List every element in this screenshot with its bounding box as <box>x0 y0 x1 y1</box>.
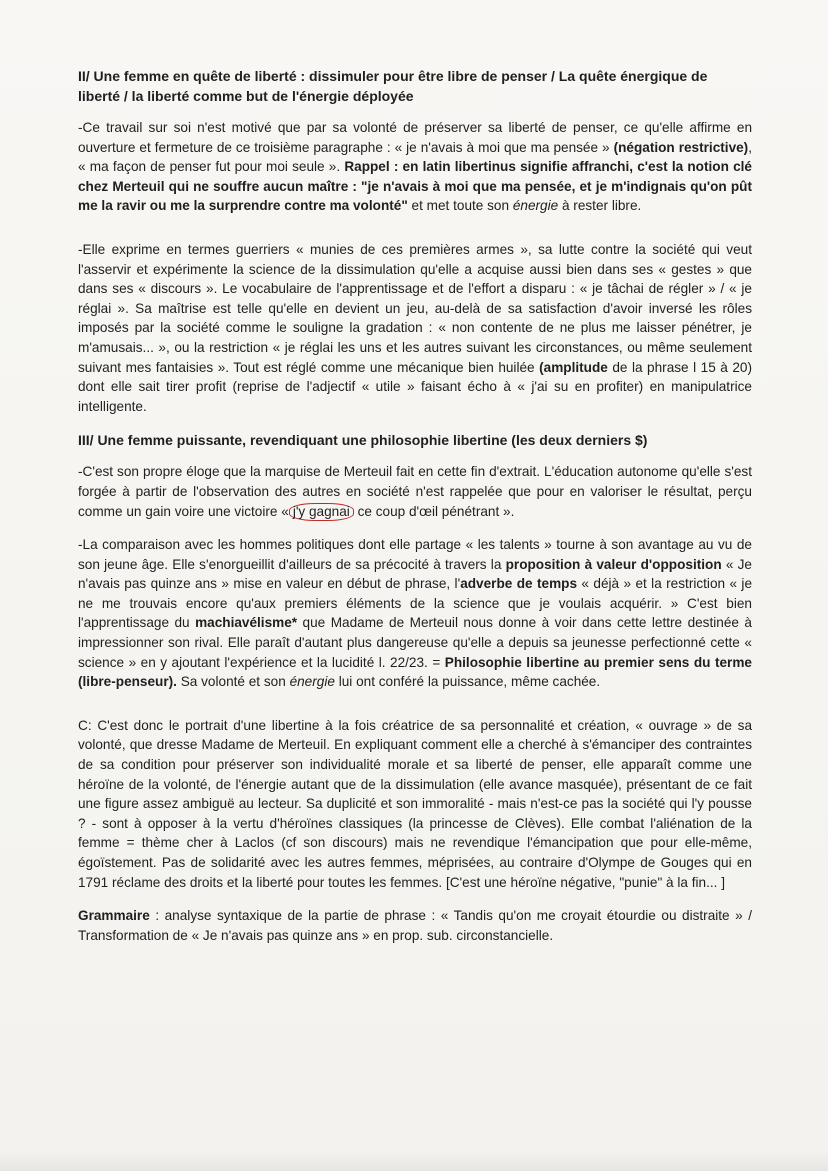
text: « déjà » et la restriction « je ne me trouvais encore qu'aux premiers éléments de la science que je voulais acquérir. » C'est bien l'apprentissage du <box>78 576 753 631</box>
section-3-title: III/ Une femme puissante, revendiquant une philosophie libertine (les deux derniers $) <box>78 432 648 449</box>
text: -C'est son propre éloge que la marquise de Merteuil fait en cette fin d'extrait. L'éducation autonome qu'elle s'est forgée à partir de l'observation des autres en société n'est rappelée que pour en valoriser le résultat, perçu comme un gain voire une victoire « <box>78 464 752 519</box>
text: lui ont conféré la puissance, même cachée. <box>334 674 601 690</box>
text: , « ma façon de penser fut pour moi seule ». <box>78 139 752 175</box>
bold-text: (amplitude <box>539 359 608 375</box>
section-2-paragraph-1 <box>78 118 752 216</box>
text: -Elle exprime en termes guerriers « munies de ces premières armes », sa lutte contre la société qui veut l'asservir et expérimente la science de la dissimulation qu'elle a acquise aussi bien dans ses « gestes » que dans ses « discours ». Le vocabulaire de l'apprentissage et de l'effort a disparu : « je tâchai de régler » / « je réglai ». Sa maîtrise est telle qu'elle en devient un jeu, au-delà de sa satisfaction d'avoir inversé les rôles imposés par la société comme le souligne la gradation : « non contente de ne plus me laisser pénétrer, je m'amusais... », ou la restriction « je réglai les uns et les autres suivant les circonstances, ou même seulement suivant mes fantaisies ». Tout est réglé comme une mécanique bien huilée <box>78 241 752 375</box>
bold-text: (négation restrictive) <box>613 139 749 155</box>
text: et met toute son <box>407 198 513 214</box>
italic-text: énergie <box>512 198 559 214</box>
grammar-label: Grammaire <box>78 908 150 924</box>
section-2-paragraph-2 <box>78 240 752 416</box>
circled-annotation: j'y gagnai <box>289 503 354 521</box>
text: que Madame de Merteuil nous donne à voir dans cette lettre destinée à impressionner son rival. Elle paraît d'autant plus dangereuse qu'elle a depuis sa jeunesse perfectionné cette « science » en y ajoutant l'expérience et la lucidité l. 22/23. = <box>78 615 752 670</box>
section-3-paragraph-1 <box>78 462 752 521</box>
text: Sa volonté et son <box>176 674 290 690</box>
text: « Je n'avais pas quinze ans » mise en valeur en début de phrase, l' <box>78 556 752 592</box>
text: de la phrase l 15 à 20) dont elle sait tirer profit (reprise de l'adjectif « utile » faisant écho à « j'ai su en profiter) en manipulatrice intelligente. <box>78 359 752 414</box>
section-3-paragraph-2 <box>78 535 752 692</box>
text: ce coup d'œil pénétrant ». <box>353 503 515 519</box>
bold-text: adverbe de temps <box>460 576 578 592</box>
conclusion-paragraph: C: C'est donc le portrait d'une libertine à la fois créatrice de sa personnalité et création, « ouvrage » de sa volonté, que dresse Madame de Merteuil. En expliquant comment elle a cherché à s'émanciper des contraintes de sa condition pour préserver son individualité morale et sa liberté de penser, elle apparaît comme une héroïne de la volonté, de l'énergie autant que de la dissimulation (elle avance masquée), présentant de ce fait une figure assez ambiguë au lecteur. Sa duplicité et son immoralité - mais n'est-ce pas la société qui l'y pousse ? - sont à opposer à la vertu d'héroïnes classiques (la princesse de Clèves). Elle combat l'aliénation de la femme = thème cher à Laclos (cf son discours) mais ne revendique l'émancipation que pour elle-même, égoïstement. Pas de solidarité avec les autres femmes, méprisées, au contraire d'Olympe de Gouges qui en 1791 réclame des droits et la liberté pour toutes les femmes. [C'est une héroïne négative, "punie" à la fin... ] <box>78 717 752 890</box>
italic-text: énergie <box>289 674 335 690</box>
bold-text: Rappel : en latin libertinus signifie affranchi, c'est la notion clé chez Merteuil qui ne souffre aucun maître : "je n'avais à moi que ma pensée, et je m'indignais qu'on pût me la ravir ou me la surprendre contre ma volonté" <box>78 159 752 214</box>
bold-text: proposition à valeur d'opposition <box>505 556 722 572</box>
grammar-text: : analyse syntaxique de la partie de phrase : « Tandis qu'on me croyait étourdie ou distraite » / Transformation de « Je n'avais pas quinze ans » en prop. sub. circonstancielle. <box>78 908 752 943</box>
document-content <box>78 66 752 959</box>
text: -La comparaison avec les hommes politiques dont elle partage « les talents » tourne à son avantage au vu de son jeune âge. Elle s'enorgueillit d'ailleurs de sa précocité à travers la <box>78 537 752 572</box>
bold-text: Philosophie libertine au premier sens du terme (libre-penseur). <box>78 654 752 690</box>
grammar-paragraph <box>78 906 752 945</box>
page-edge-shadow <box>0 1151 828 1171</box>
text: -Ce travail sur soi n'est motivé que par sa volonté de préserver sa liberté de penser, ce qu'elle affirme en ouverture et fermeture de ce troisième paragraphe : « je n'avais à moi que ma pensée » <box>78 120 752 155</box>
text: à rester libre. <box>558 198 642 214</box>
section-2-title: II/ Une femme en quête de liberté : dissimuler pour être libre de penser / La quête énergique de liberté / la liberté comme but de l'énergie déployée <box>78 68 708 104</box>
bold-text: machiavélisme* <box>195 615 298 631</box>
